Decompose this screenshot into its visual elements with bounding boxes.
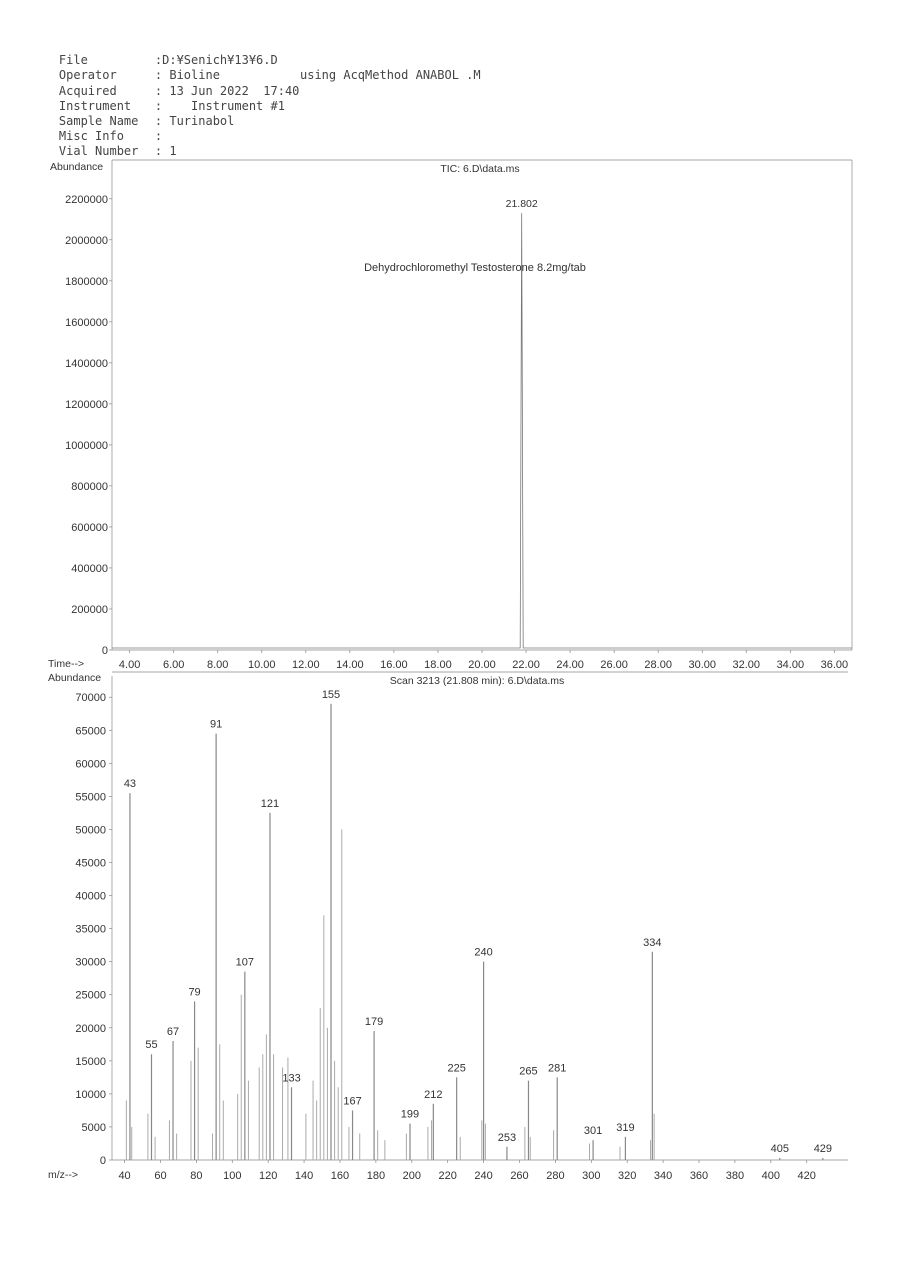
tic-x-tick-label: 16.00 xyxy=(380,659,408,671)
ms-x-tick-label: 100 xyxy=(223,1170,242,1182)
ms-peak-label: 107 xyxy=(235,956,255,969)
acq-method: using AcqMethod ANABOL .M xyxy=(300,68,481,83)
ms-peak-label: 155 xyxy=(321,688,341,701)
ms-peak-label: 240 xyxy=(474,946,493,959)
tic-y-tick-label: 1000000 xyxy=(65,439,108,452)
ms-x-tick-label: 40 xyxy=(118,1170,131,1182)
ms-x-tick-label: 180 xyxy=(366,1170,386,1182)
ms-peak-label: 91 xyxy=(209,718,223,731)
tic-y-tick-label: 1400000 xyxy=(65,357,108,370)
tic-x-axis-title: Time--> xyxy=(48,658,85,670)
tic-y-tick-label: 1200000 xyxy=(65,398,108,411)
ms-peak-label: 79 xyxy=(188,986,201,999)
ms-peak-label: 253 xyxy=(497,1131,517,1144)
ms-y-tick-label: 35000 xyxy=(75,923,106,936)
ms-x-tick-label: 220 xyxy=(438,1170,457,1182)
ms-peak-label: 167 xyxy=(343,1095,362,1108)
tic-y-tick-label: 1600000 xyxy=(65,316,108,329)
tic-y-tick-label: 800000 xyxy=(71,480,108,493)
compound-annotation: Dehydrochloromethyl Testosterone 8.2mg/tab xyxy=(364,262,586,274)
ms-x-tick-label: 320 xyxy=(618,1170,637,1182)
tic-x-tick-label: 30.00 xyxy=(688,659,717,671)
ms-x-tick-label: 120 xyxy=(258,1170,278,1182)
tic-title: TIC: 6.D\data.ms xyxy=(440,163,520,175)
tic-x-tick-label: 6.00 xyxy=(162,659,185,671)
tic-y-tick-label: 2000000 xyxy=(65,234,108,247)
file-label: File xyxy=(58,53,88,68)
ms-peak-label: 429 xyxy=(813,1143,833,1156)
tic-x-tick-label: 8.00 xyxy=(207,659,229,671)
ms-x-tick-label: 160 xyxy=(330,1170,350,1182)
tic-y-axis-title: Abundance xyxy=(50,161,104,173)
vial-number-value: : 1 xyxy=(154,144,177,159)
ms-x-tick-label: 260 xyxy=(510,1170,529,1182)
ms-y-tick-label: 50000 xyxy=(75,824,106,837)
tic-y-tick-label: 0 xyxy=(101,645,108,657)
tic-y-tick-label: 200000 xyxy=(71,603,108,616)
tic-x-tick-label: 12.00 xyxy=(292,659,320,671)
ms-y-tick-label: 15000 xyxy=(75,1055,106,1068)
ms-y-tick-label: 10000 xyxy=(75,1088,106,1101)
tic-y-tick-label: 1800000 xyxy=(65,275,108,288)
misc-info-label: Misc Info xyxy=(58,129,124,144)
tic-x-tick-label: 26.00 xyxy=(600,659,628,671)
ms-x-tick-label: 80 xyxy=(190,1170,203,1182)
misc-info-value: : xyxy=(154,129,163,144)
ms-peak-label: 55 xyxy=(145,1039,158,1052)
tic-x-tick-label: 14.00 xyxy=(336,659,364,671)
ms-x-tick-label: 400 xyxy=(761,1170,780,1182)
tic-x-tick-label: 4.00 xyxy=(118,659,141,671)
ms-x-tick-label: 300 xyxy=(582,1170,601,1182)
vial-number-label: Vial Number xyxy=(58,144,139,159)
ms-x-tick-label: 200 xyxy=(402,1170,421,1182)
ms-y-axis-title: Abundance xyxy=(48,672,102,684)
ms-peak-label: 67 xyxy=(166,1026,180,1038)
ms-x-axis-title: m/z--> xyxy=(48,1169,79,1181)
ms-y-tick-label: 65000 xyxy=(75,725,106,738)
acquired-label: Acquired xyxy=(58,83,117,98)
tic-peak-label: 21.802 xyxy=(505,198,538,211)
ms-peak-label: 43 xyxy=(123,778,137,791)
ms-y-tick-label: 40000 xyxy=(75,890,106,903)
ms-peak-label: 121 xyxy=(260,797,280,810)
file-value: :D:¥Senich¥13¥6.D xyxy=(154,53,278,68)
ms-y-tick-label: 45000 xyxy=(75,857,106,870)
tic-x-tick-label: 22.00 xyxy=(512,659,540,671)
ms-x-tick-label: 280 xyxy=(546,1170,565,1182)
instrument-label: Instrument xyxy=(58,98,132,113)
ms-y-tick-label: 25000 xyxy=(75,989,106,1002)
ms-peak-label: 199 xyxy=(400,1108,420,1121)
ms-y-tick-label: 70000 xyxy=(75,692,106,705)
ms-x-tick-label: 140 xyxy=(294,1170,314,1182)
tic-y-tick-label: 400000 xyxy=(71,562,108,575)
tic-x-tick-label: 32.00 xyxy=(732,659,761,671)
ms-y-tick-label: 20000 xyxy=(75,1022,106,1035)
tic-x-tick-label: 24.00 xyxy=(556,659,584,671)
tic-x-tick-label: 34.00 xyxy=(776,659,805,671)
ms-x-tick-label: 340 xyxy=(653,1170,673,1182)
ms-peak-label: 301 xyxy=(583,1125,603,1138)
instrument-value: : Instrument #1 xyxy=(154,98,285,113)
ms-y-tick-label: 5000 xyxy=(81,1121,106,1134)
ms-peak-label: 319 xyxy=(616,1121,635,1134)
ms-y-tick-label: 55000 xyxy=(75,791,106,804)
ms-x-tick-label: 240 xyxy=(474,1170,493,1182)
tic-x-tick-label: 36.00 xyxy=(820,659,849,671)
ms-peak-label: 281 xyxy=(548,1062,567,1075)
ms-peak-label: 334 xyxy=(643,936,662,949)
ms-title: Scan 3213 (21.808 min): 6.D\data.ms xyxy=(389,675,565,687)
ms-peak-label: 133 xyxy=(282,1072,301,1085)
ms-peak-label: 225 xyxy=(447,1062,466,1075)
ms-y-tick-label: 60000 xyxy=(75,758,106,771)
ms-y-tick-label: 30000 xyxy=(75,956,106,969)
tic-x-tick-label: 18.00 xyxy=(424,659,452,671)
ms-x-tick-label: 60 xyxy=(154,1170,167,1182)
ms-peak-label: 265 xyxy=(519,1065,538,1078)
ms-x-tick-label: 360 xyxy=(689,1170,709,1182)
tic-y-tick-label: 600000 xyxy=(71,521,108,534)
ms-x-tick-label: 380 xyxy=(725,1170,745,1182)
sample-name-label: Sample Name xyxy=(58,113,139,128)
acquired-value: : 13 Jun 2022 17:40 xyxy=(154,83,300,98)
sample-name-value: : Turinabol xyxy=(154,113,235,128)
tic-x-tick-label: 10.00 xyxy=(247,659,276,671)
tic-y-tick-label: 2200000 xyxy=(65,193,108,206)
ms-y-tick-label: 0 xyxy=(99,1155,106,1167)
ms-peak-label: 179 xyxy=(364,1016,384,1029)
ms-peak-label: 405 xyxy=(770,1143,789,1156)
ms-peak-label: 212 xyxy=(424,1088,443,1101)
operator-value: : Bioline xyxy=(154,68,220,83)
tic-x-tick-label: 20.00 xyxy=(468,659,496,671)
ms-x-tick-label: 420 xyxy=(797,1170,816,1182)
operator-label: Operator xyxy=(58,68,117,83)
tic-x-tick-label: 28.00 xyxy=(644,659,672,671)
